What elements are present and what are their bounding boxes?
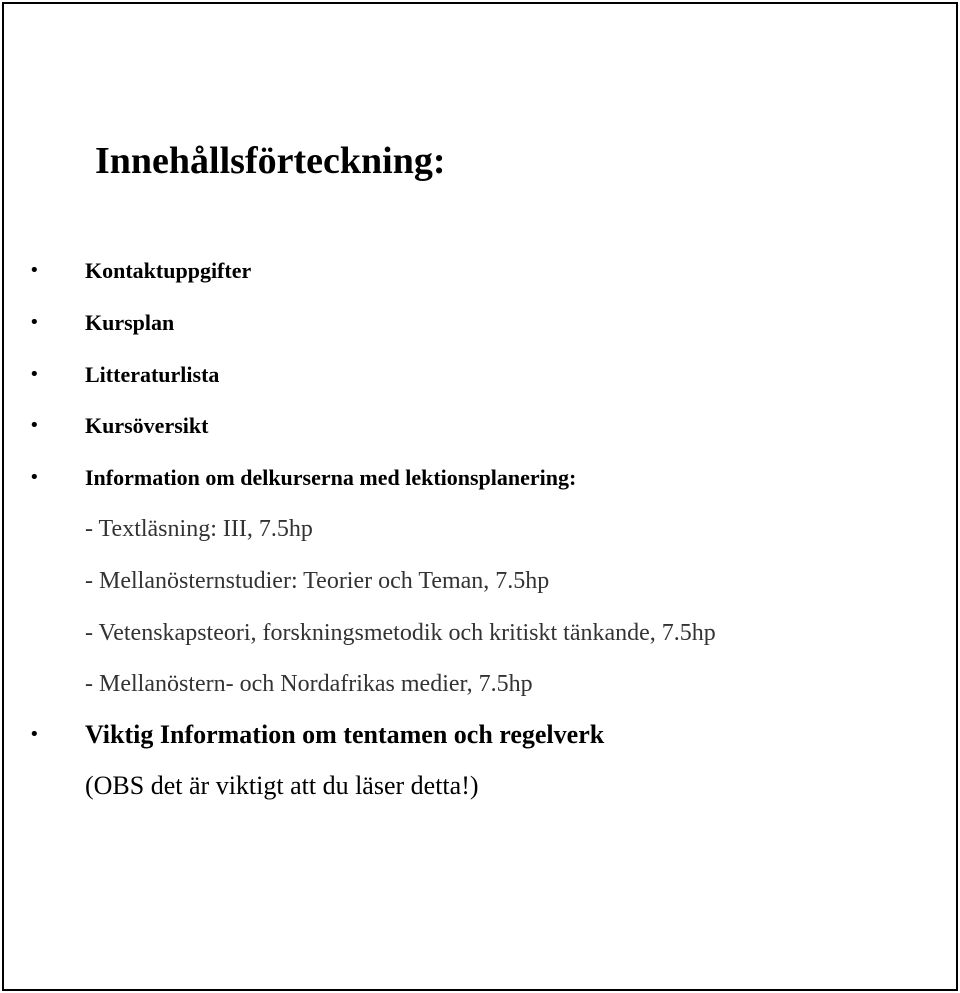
toc-subitem-textlasning[interactable]: - Textläsning: III, 7.5hp [85, 516, 313, 542]
toc-subitem-medier[interactable]: - Mellanöstern- och Nordafrikas medier, 7.5hp [85, 671, 533, 697]
toc-subitem-vetenskapsteori[interactable]: - Vetenskapsteori, forskningsmetodik och kritiskt tänkande, 7.5hp [85, 620, 716, 646]
toc-item-kontaktuppgifter[interactable]: Kontaktuppgifter [85, 258, 252, 283]
toc-item-kursplan[interactable]: Kursplan [85, 310, 175, 335]
bullet-icon: • [29, 312, 40, 333]
toc-item-delkurser[interactable]: Information om delkurserna med lektionsplanering: [85, 465, 577, 490]
bullet-icon: • [29, 724, 40, 745]
toc-item-litteraturlista[interactable]: Litteraturlista [85, 362, 220, 387]
bullet-icon: • [29, 415, 40, 436]
important-note: (OBS det är viktigt att du läser detta!) [85, 771, 479, 800]
toc-item-viktig-information[interactable]: Viktig Information om tentamen och regelverk [85, 720, 605, 749]
page-title: Innehållsförteckning: [95, 140, 446, 182]
toc-item-kursoversikt[interactable]: Kursöversikt [85, 413, 209, 438]
bullet-icon: • [29, 467, 40, 488]
bullet-icon: • [29, 260, 40, 281]
toc-subitem-mellanosternstudier[interactable]: - Mellanösternstudier: Teorier och Teman, 7.5hp [85, 568, 550, 594]
bullet-icon: • [29, 364, 40, 385]
